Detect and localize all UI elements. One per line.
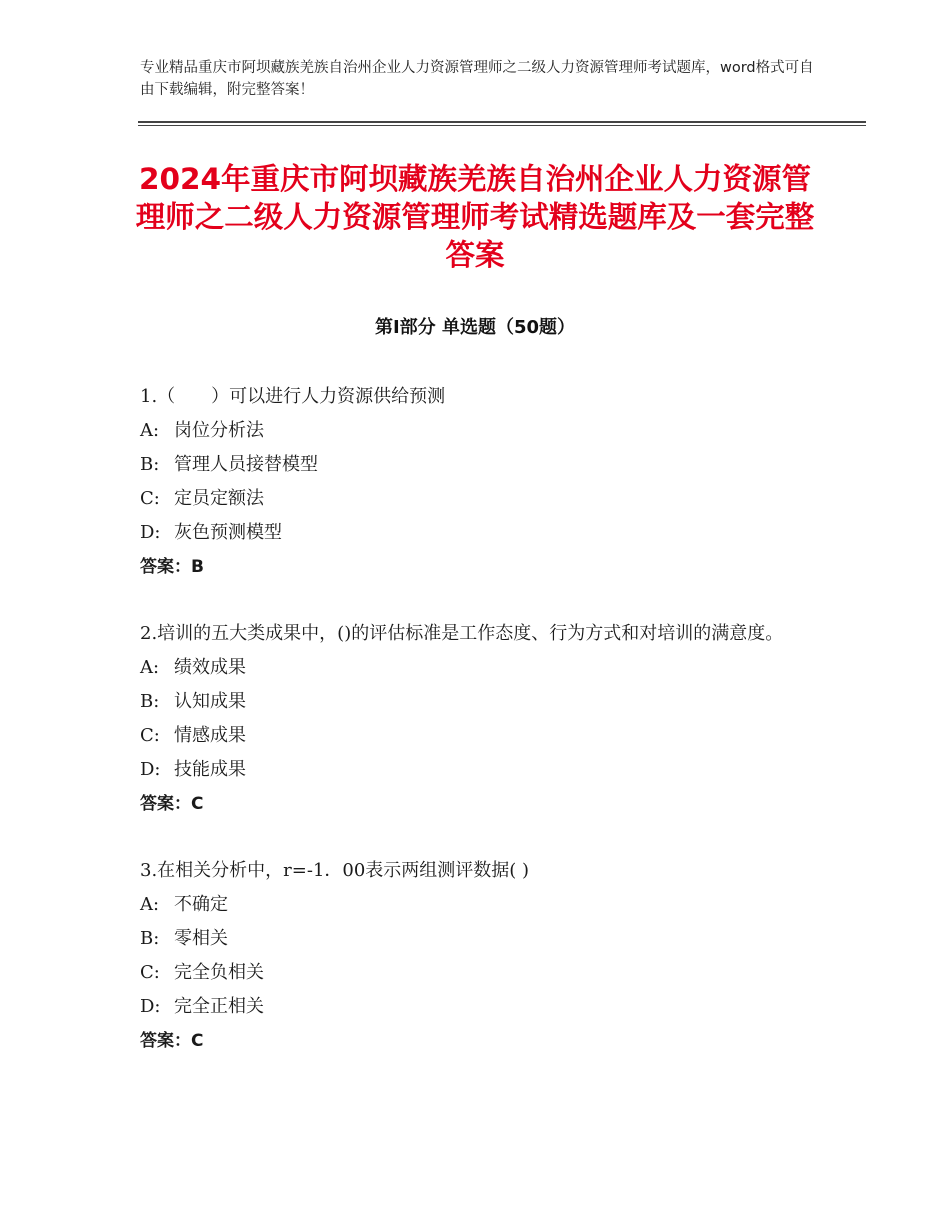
question-list — [140, 380, 820, 1091]
option-b — [140, 685, 820, 719]
option-c — [140, 719, 820, 753]
answer-line: 答案：C — [140, 794, 204, 814]
question-text: 3.在相关分析中，r=-1．00表示两组测评数据( ) — [140, 860, 530, 881]
option-text: 认知成果 — [174, 691, 246, 712]
option-letter: A: — [140, 657, 160, 678]
option-letter: D: — [140, 996, 161, 1017]
header-divider-thick — [138, 121, 866, 123]
option-text: 不确定 — [174, 894, 228, 915]
option-letter: C: — [140, 488, 160, 509]
header-note: 专业精品重庆市阿坝藏族羌族自治州企业人力资源管理师之二级人力资源管理师考试题库，word格式可自由下载编辑，附完整答案！ — [140, 60, 814, 98]
option-text: 情感成果 — [174, 725, 246, 746]
question-2 — [140, 617, 820, 821]
option-letter: C: — [140, 962, 160, 983]
option-text: 完全正相关 — [174, 996, 264, 1017]
question-text: 1.（ ）可以进行人力资源供给预测 — [140, 386, 446, 407]
option-b — [140, 922, 820, 956]
option-text: 定员定额法 — [174, 488, 264, 509]
option-c — [140, 482, 820, 516]
option-letter: B: — [140, 454, 160, 475]
option-b — [140, 448, 820, 482]
answer-line: 答案：C — [140, 1031, 204, 1051]
option-letter: A: — [140, 420, 160, 441]
option-d — [140, 990, 820, 1024]
option-text: 绩效成果 — [174, 657, 246, 678]
question-1 — [140, 380, 820, 584]
option-letter: A: — [140, 894, 160, 915]
option-text: 技能成果 — [174, 759, 246, 780]
option-a — [140, 414, 820, 448]
option-a — [140, 651, 820, 685]
option-c — [140, 956, 820, 990]
option-d — [140, 753, 820, 787]
option-text: 完全负相关 — [174, 962, 264, 983]
option-d — [140, 516, 820, 550]
section-title: 第Ⅰ部分 单选题（50题） — [374, 317, 575, 338]
document-title: 2024年重庆市阿坝藏族羌族自治州企业人力资源管理师之二级人力资源管理师考试精选题库及一套完整答案 — [135, 162, 815, 272]
option-text: 零相关 — [174, 928, 228, 949]
option-letter: B: — [140, 928, 160, 949]
question-3 — [140, 854, 820, 1058]
option-letter: C: — [140, 725, 160, 746]
option-letter: B: — [140, 691, 160, 712]
option-letter: D: — [140, 759, 161, 780]
option-a — [140, 888, 820, 922]
question-text: 2.培训的五大类成果中，()的评估标准是工作态度、行为方式和对培训的满意度。 — [140, 623, 784, 644]
answer-line: 答案：B — [140, 557, 204, 577]
option-letter: D: — [140, 522, 161, 543]
option-text: 岗位分析法 — [174, 420, 264, 441]
option-text: 灰色预测模型 — [174, 522, 282, 543]
header-divider-thin — [138, 125, 866, 126]
option-text: 管理人员接替模型 — [174, 454, 318, 475]
